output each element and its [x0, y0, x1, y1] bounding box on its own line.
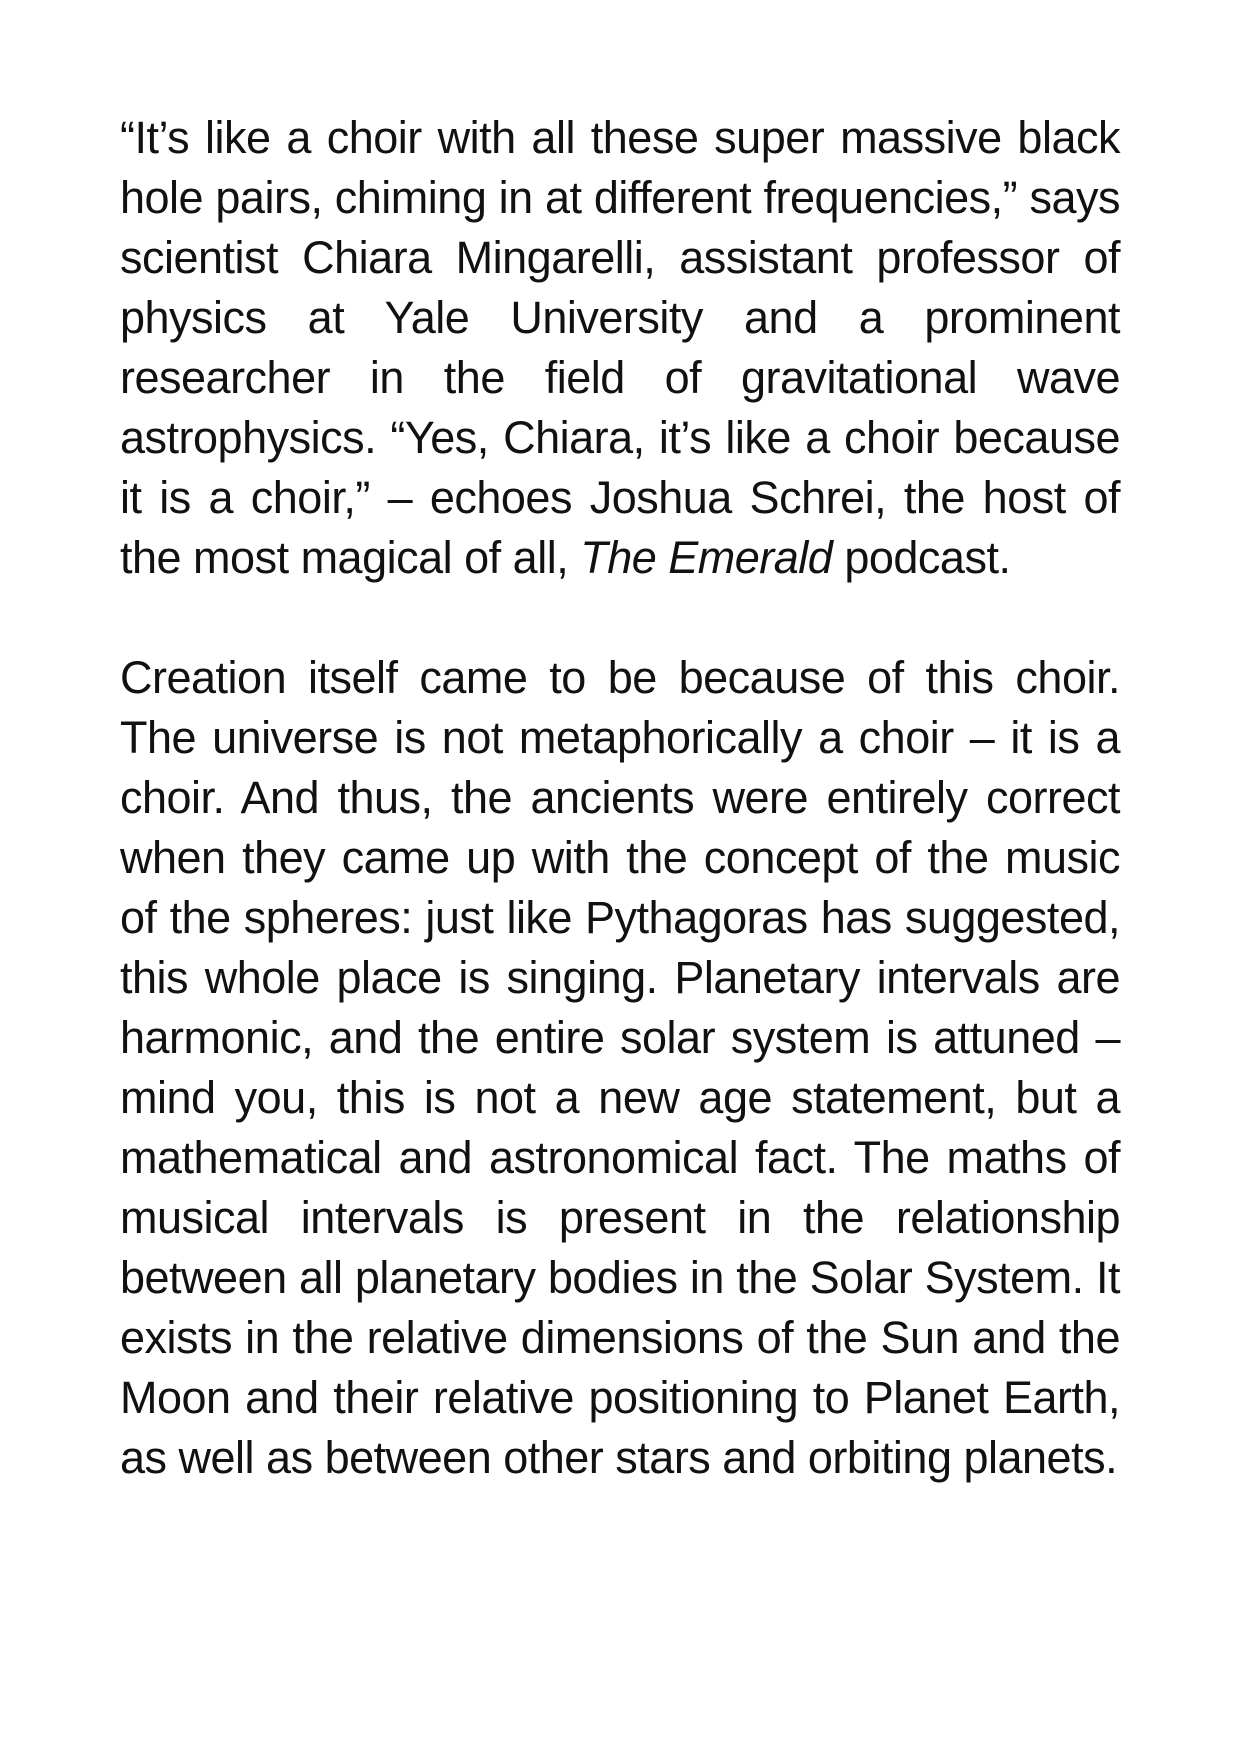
paragraph-1-text: “It’s like a choir with all these super massive black hole pairs, chiming in at different frequencies,” says scientist Chiara Mingarelli, assistant professor of physics at Yale University and a prominent researcher in the field of gravitational wave astrophysics. “Yes, Chiara, it’s like a choir because it is a choir,” – echoes Joshua Schrei, the host of the most magical of all,	[120, 112, 1120, 583]
article-page	[120, 108, 1120, 1488]
podcast-title: The Emerald	[580, 532, 833, 583]
paragraph-2: Creation itself came to be because of this choir. The universe is not metaphorically a choir – it is a choir. And thus, the ancients were entirely correct when they came up with the concept of the music of the spheres: just like Pythagoras has suggested, this whole place is singing. Planetary intervals are harmonic, and the entire solar system is attuned – mind you, this is not a new age statement, but a mathematical and astronomical fact. The maths of musical intervals is present in the relationship between all planetary bodies in the Solar System. It exists in the relative dimensions of the Sun and the Moon and their relative positioning to Planet Earth, as well as between other stars and orbiting planets.	[120, 652, 1120, 1483]
paragraph-1	[120, 108, 1120, 588]
paragraph-1-tail: podcast.	[844, 532, 1011, 583]
